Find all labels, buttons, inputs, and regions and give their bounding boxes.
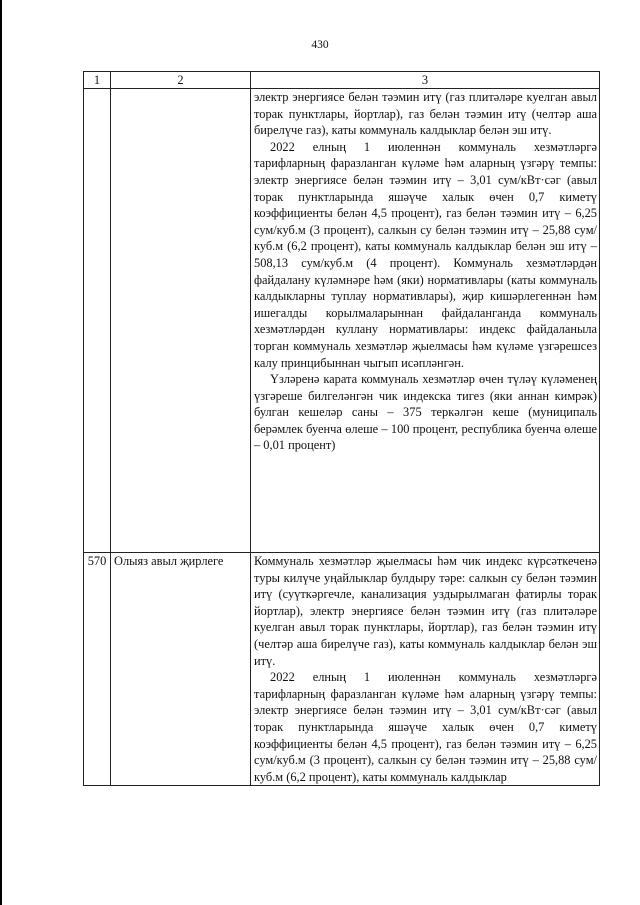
scan-edge bbox=[0, 0, 2, 905]
document-table bbox=[83, 71, 600, 786]
paragraph: Үзләренә карата коммуналь хезмәтләр өчен түләү күләменең үзгәреше билгеләнгән чик индекска тигез (яки аннан кимрәк) булган кешеләр саны – 375 теркәлгән кеше (муниципаль берәмлек буенча өлеше – 100 процент, республика буенча өлеше – 0,01 процент) bbox=[254, 372, 597, 453]
paragraph: 2022 елның 1 июленнән коммуналь хезмәтләргә тарифларның фаразланган күләме һәм аларның үзгәрү темпы: электр энергиясе белән тәэмин итү – 3,01 сум/кВт·сәг (авыл торак пунктларында яшәүче халык өчен 0,7 киметү коэффициенты белән 4,5 процент), газ белән тәэмин итү – 6,25 сум/куб.м (3 процент), салкын су белән тәэмин итү – 25,88 сум/куб.м (6,2 процент), каты коммуналь калдыклар белән эш итү – 508,13 сум/куб.м (4 процент). Коммуналь хезмәтләрдән файдалану күләмнәре һәм (яки) нормативлары (каты коммуналь калдыкларны туплау нормативлары), җир кишәрлегеннән һәм ишегалды корылмаларыннан файдаланганда коммуналь хезмәтләрдән куллану нормативлары: индекс файдаланыла торган коммуналь хезмәтләр җыелмасы һәм күләме үзгәрешсез калу принцибыннан чыгып исәпләнгән. bbox=[254, 139, 597, 370]
paragraph: электр энергиясе белән тәэмин итү (газ плитәләре куелган авыл торак пунктлары, йортлар), газ белән тәэмин итү (челтәр аша бирелүче газ), каты коммуналь калдыклар белән эш итү. bbox=[254, 90, 597, 138]
column-header-2: 2 bbox=[111, 72, 251, 89]
column-header-1: 1 bbox=[84, 72, 111, 89]
page-number: 430 bbox=[311, 39, 329, 51]
table-row bbox=[84, 89, 600, 553]
settlement-name: Олыяз авыл җирлеге bbox=[111, 553, 251, 786]
row-description bbox=[251, 89, 600, 553]
paragraph: Коммуналь хезмәтләр җыелмасы һәм чик индекс күрсәткеченә туры килүче уңайлыклар булдыру тәре: салкын су белән тәэмин итү (суүткәргечле, канализация уздырылмаган фатирлы торак йортлар), электр энергиясе белән тәэмин итү (газ плитәләре куелган авыл торак пунктлары, йортлар), газ белән тәэмин итү (челтәр аша бирелүче газ), каты коммуналь калдыклар белән эш итү. bbox=[254, 554, 597, 668]
table-row bbox=[84, 553, 600, 786]
table-header-row bbox=[84, 72, 600, 89]
row-description bbox=[251, 553, 600, 786]
row-number bbox=[84, 89, 111, 553]
column-header-3: 3 bbox=[251, 72, 600, 89]
settlement-name bbox=[111, 89, 251, 553]
paragraph: 2022 елның 1 июленнән коммуналь хезмәтләргә тарифларның фаразланган күләме һәм аларның үзгәрү темпы: электр энергиясе белән тәэмин итү – 3,01 сум/кВт·сәг (авыл торак пунктларында яшәүче халык өчен 0,7 киметү коэффициенты белән 4,5 процент), газ белән тәэмин итү – 6,25 сум/куб.м (3 процент), салкын су белән тәэмин итү – 25,88 сум/куб.м (6,2 процент), каты коммуналь калдыклар bbox=[254, 670, 597, 784]
row-number: 570 bbox=[84, 553, 111, 786]
